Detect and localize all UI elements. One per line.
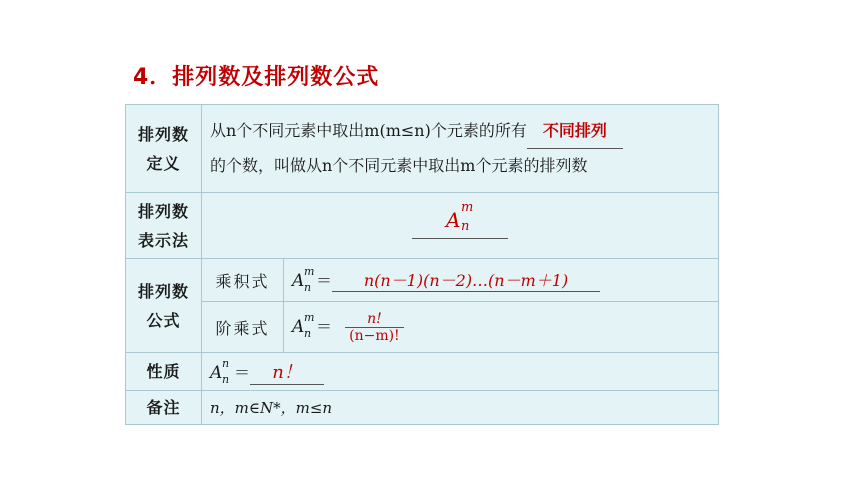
formula-header [126,259,202,353]
factorial-numerator: n! [345,311,404,328]
property-lhs-sup: n [222,357,230,370]
notation-row [126,193,719,259]
definition-prefix: 从n个不同元素中取出m(m≤n)个元素的所有 [210,121,527,140]
definition-row [126,105,719,193]
formula-header-line2: 公式 [146,310,181,330]
notation-cell [202,193,719,259]
definition-line1 [210,114,710,149]
note-row [126,391,719,425]
product-lhs-sup: m [304,265,315,278]
product-lhs-base: A [292,271,305,291]
property-answer: n！ [250,358,324,385]
factorial-denominator: (n−m)! [349,327,400,344]
definition-cell [202,105,719,193]
property-header: 性质 [126,353,202,391]
notation-header-line1: 排列数 [137,201,189,221]
property-lhs-base: A [210,363,223,383]
definition-header-line2: 定义 [146,153,181,173]
product-label: 乘积式 [202,259,284,302]
definition-header-line1: 排列数 [137,124,189,144]
product-cell [284,259,719,302]
notation-header [126,193,202,259]
factorial-lhs-sup: m [304,310,315,324]
note-text: n，m∈N*，m≤n [202,391,719,425]
notation-answer-base: A [446,208,461,232]
product-lhs-sub: n [304,281,312,294]
factorial-eq: ＝ [316,316,333,336]
factorial-fraction [345,311,404,344]
factorial-lhs-base: A [292,316,305,337]
notation-answer [446,200,474,234]
factorial-lhs [292,310,316,340]
definition-header [126,105,202,193]
property-eq: ＝ [234,363,251,382]
product-eq: ＝ [316,271,333,290]
factorial-cell [284,302,719,353]
product-lhs [292,265,316,294]
formula-product-row [126,259,719,302]
formula-factorial-row [126,302,719,353]
notation-answer-sup: m [461,200,474,215]
notation-answer-blank [412,200,508,239]
notation-answer-sub: n [461,219,470,234]
notation-header-line2: 表示法 [137,230,189,250]
factorial-label: 阶乘式 [202,302,284,353]
definition-answer: 不同排列 [527,114,623,149]
property-row [126,353,719,391]
permutation-table [125,104,719,425]
formula-header-line1: 排列数 [137,281,189,301]
definition-line2: 的个数，叫做从n个不同元素中取出m个元素的排列数 [210,156,588,175]
product-answer: n(n－1)(n－2)…(n－m＋1) [332,268,600,292]
property-cell [202,353,719,391]
property-lhs [210,357,234,386]
property-lhs-sub: n [222,373,230,386]
factorial-lhs-sub: n [304,326,312,340]
note-header: 备注 [126,391,202,425]
section-title: 4．排列数及排列数公式 [133,65,380,90]
